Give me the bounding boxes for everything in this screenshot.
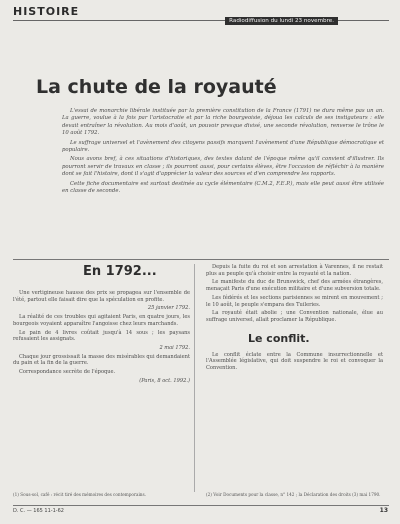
page-number: 13 xyxy=(379,507,388,514)
header-bar xyxy=(0,5,400,24)
date-line: (Paris, 8 oct. 1992.) xyxy=(139,377,190,384)
footer-rule xyxy=(13,505,389,506)
left-heading: En 1792... xyxy=(83,264,157,279)
footnote-left: (1) Sous-sol, café : récit tiré des mémoires des contemporains. xyxy=(13,492,146,497)
footnote-right: (2) Voir Documents pour la classe, n° 142 ; la Déclaration des droits (3) mai 1790. xyxy=(206,492,381,497)
date-line: 2 mai 1792. xyxy=(159,344,190,351)
left-paragraph: Correspondance secrète de l'époque. xyxy=(19,369,116,376)
right-column xyxy=(206,264,383,374)
left-paragraph: Une vertigineuse hausse des prix se propagea sur l'ensemble de l'été, partout elle faisait dire que la spéculation en profite. xyxy=(13,290,190,303)
right-paragraph: Depuis la fuite du roi et son arrestation à Varennes, il ne restait plus au peuple qu'à choisir entre la royauté et la nation. xyxy=(206,264,383,277)
right-paragraph: Les fédérés et les sections parisiennes se mirent en mouvement ; le 10 août, le peuple s'empara des Tuileries. xyxy=(206,294,383,308)
right-paragraph: Le conflit éclate entre la Commune insurrectionnelle et l'Assemblée législative, qui doit suspendre le roi et convoquer la Convention. xyxy=(206,351,383,372)
left-paragraph: La réalité de ces troubles qui agitaient Paris, en quatre jours, les bourgeois voyaient apparaître l'angoisse chez leurs marchands. xyxy=(13,314,190,327)
intro-paragraph: Le suffrage universel et l'avènement des citoyens passifs marquent l'avènement d'une République démocratique et populaire. xyxy=(62,139,384,154)
date-line: 25 janvier 1792. xyxy=(147,305,190,312)
left-paragraph: Le pain de 4 livres coûtait jusqu'à 14 sous ; les paysans refusaient les assignats. xyxy=(13,329,190,343)
intro-paragraph: Nous avons bref, à ces situations d'historiques, des textes datant de l'époque même qu'il convient d'illustrer. Ils pourront servir de travaux en classe ; ils pourront aussi, pour certains élèves, être l'occasion de réfléchir à la manière dont se fait l'histoire, dont il s'agit d'apprécier la valeur des sources et d'en comprendre les rapports. xyxy=(62,156,384,178)
right-paragraph: La royauté était abolie ; une Convention nationale, élue au suffrage universel, allait proclamer la République. xyxy=(206,310,383,323)
left-column xyxy=(13,264,190,386)
section-rule xyxy=(13,259,389,260)
intro-paragraph: Cette fiche documentaire est surtout destinée au cycle élémentaire (C.M.2, F.E.P.), mais elle peut aussi être utilisée en classe de seconde. xyxy=(62,180,384,195)
right-paragraph: Le manifeste du duc de Brunswick, chef des armées étrangères, menaçait Paris d'une exécution militaire et d'une subversion totale. xyxy=(206,279,383,293)
section-label: HISTOIRE xyxy=(13,5,80,18)
issue-code: D. C. — 165 11-1-62 xyxy=(13,508,64,514)
right-heading: Le conflit. xyxy=(248,331,310,345)
intro-text xyxy=(62,108,384,197)
article-title: La chute de la royauté xyxy=(36,76,277,98)
left-paragraph: Chaque jour grossissait la masse des misérables qui demandaient du pain et la fin de la guerre. xyxy=(13,353,190,367)
column-divider xyxy=(194,264,195,492)
intro-paragraph: L'essai de monarchie libérale instituée par la première constitution de la France (1791) ne dura même pas un an. La guerre, voulue à la fois par l'aristocratie et par la riche bourgeoisie, déjoua les calculs de ses instigateurs : elle devait entraîner la révolution. Au mois d'août, un pouvoir presque divisé, une seconde révolution, renverse le trône le 10 août 1792. xyxy=(62,108,384,137)
broadcast-banner: Radiodiffusion du lundi 23 novembre. xyxy=(225,17,338,25)
